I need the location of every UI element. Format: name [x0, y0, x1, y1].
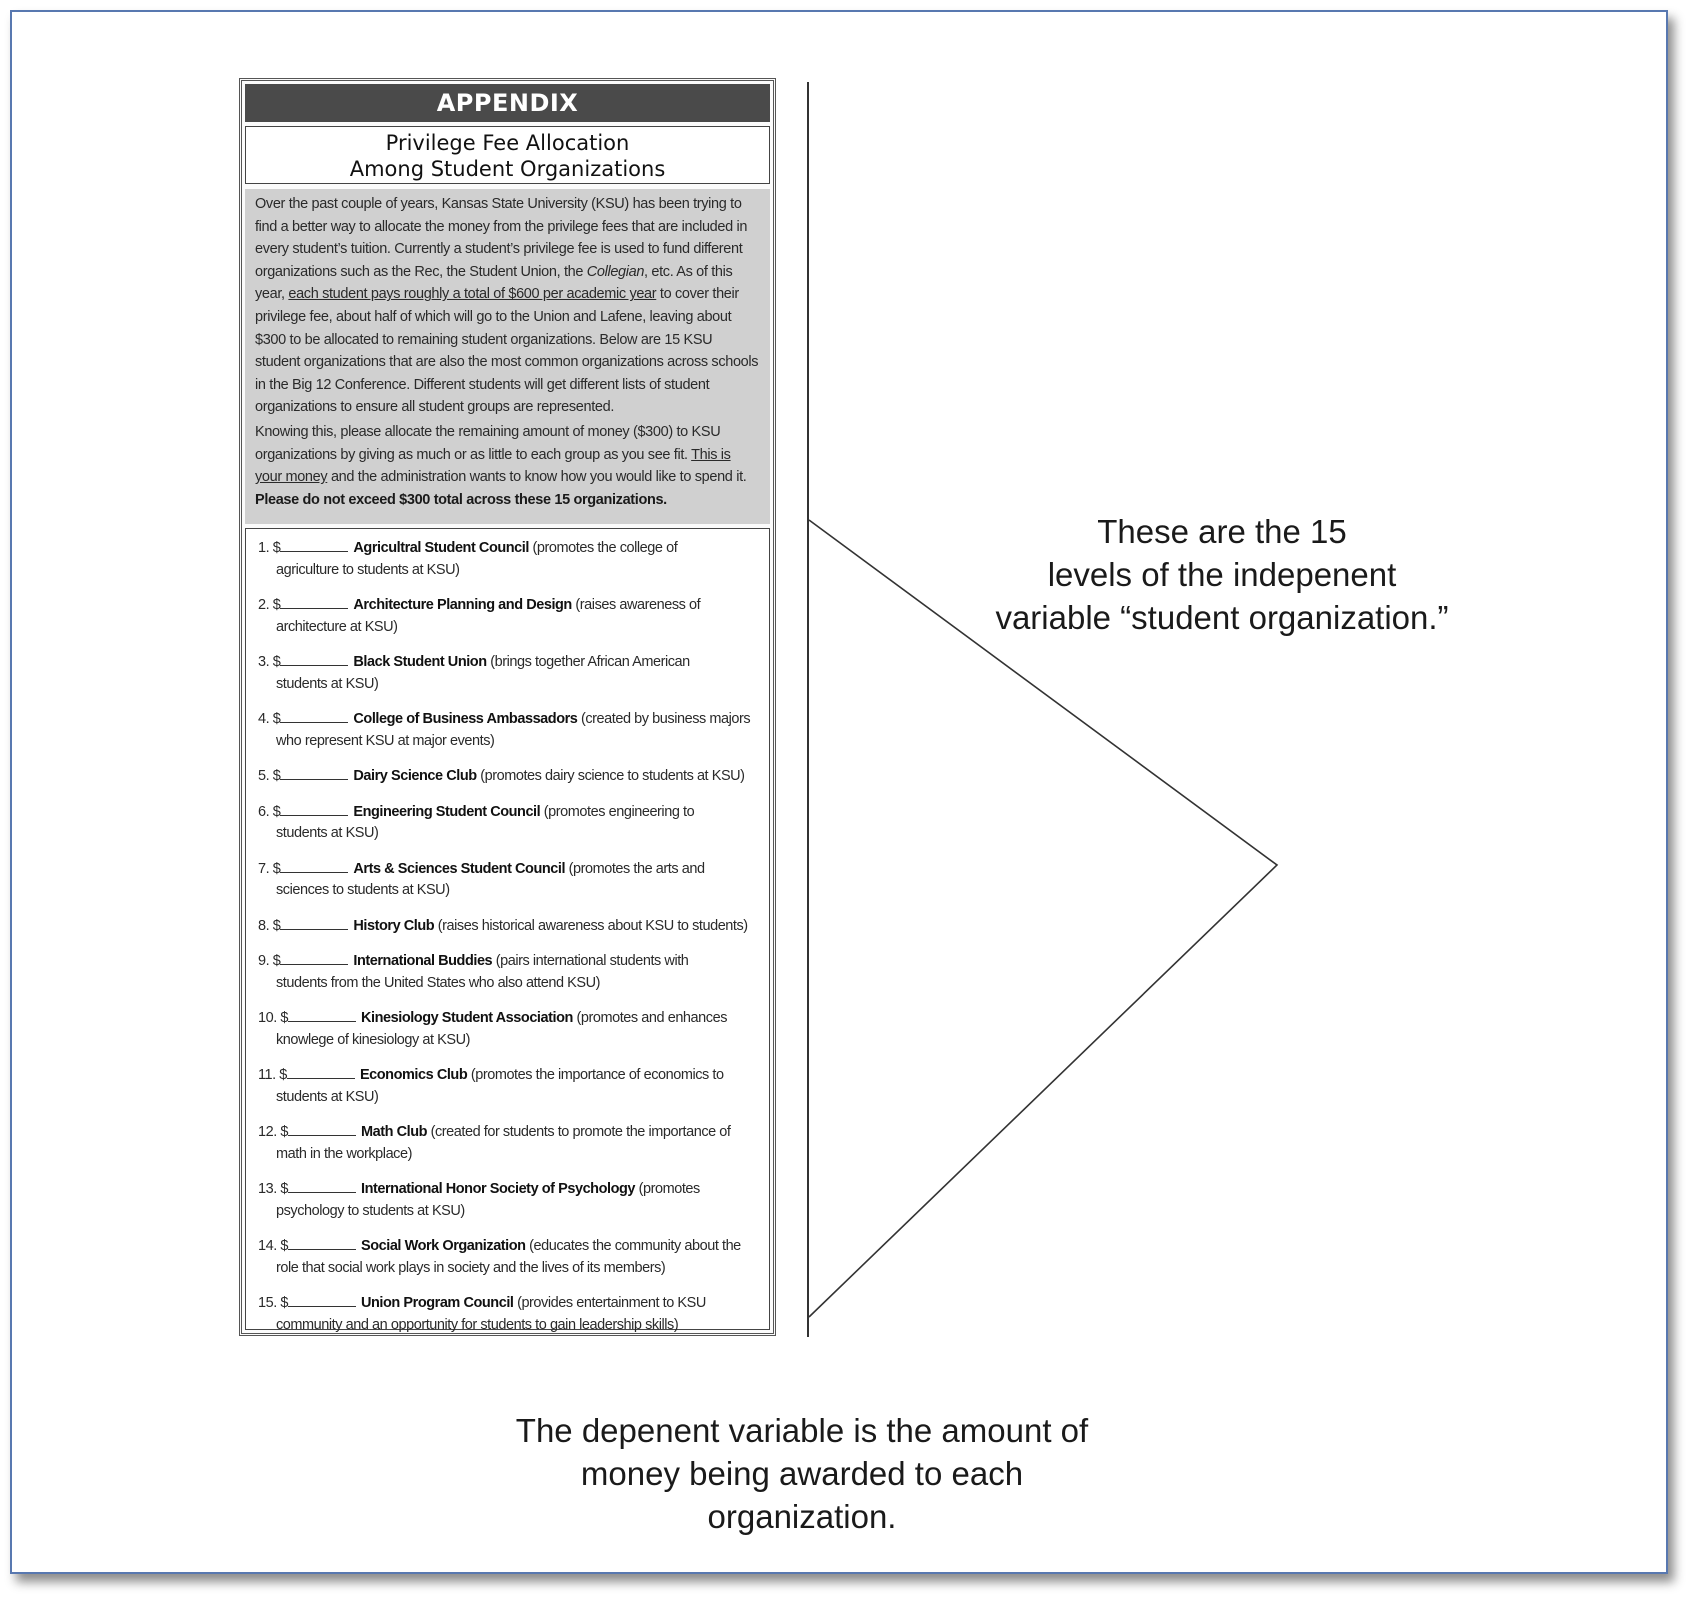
item-number: 1. $ — [258, 540, 281, 556]
item-number: 3. $ — [258, 654, 281, 670]
intro-bold-warning: Please do not exceed $300 total across these 15 organizations. — [255, 491, 667, 508]
organization-name: Dairy Science Club — [353, 768, 477, 784]
item-number: 13. $ — [258, 1181, 288, 1197]
intro-text: Knowing this, please allocate the remaining amount of money ($300) to KSU organizations by giving as much or as little to each group as you see fit. — [255, 423, 721, 463]
item-number: 14. $ — [258, 1238, 288, 1254]
item-number: 11. $ — [258, 1067, 287, 1083]
iv-note-line3: variable “student organization.” — [995, 599, 1449, 636]
organization-description: (promotes — [635, 1181, 700, 1197]
intro-text: Over the past couple of years, Kansas State University (KSU) has been trying to find a better way to allocate the money from the privilege fees that are included in every student’s tuition. Currently a student’s privilege fee is used to fund different organizations such as the Rec, the Student Union, the — [255, 196, 748, 280]
intro-text: to cover their privilege fee, about half of which will go to the Union and Lafene, leaving about $300 to be allocated to remaining student organizations. Below are 15 KSU student organizations that are also the most common organizations across schools in the Big 12 Conference. Different students will get different lists of student organizations to ensure all student groups are represented. — [255, 286, 759, 416]
independent-variable-note — [972, 510, 1472, 639]
item-number: 15. $ — [258, 1295, 288, 1311]
organization-description: (promotes the importance of economics to — [467, 1067, 724, 1083]
organization-description: (promotes the college of — [528, 540, 678, 556]
dv-note-line2: money being awarded to each — [580, 1455, 1024, 1492]
organization-description-cont: knowlege of kinesiology at KSU) — [276, 1031, 470, 1048]
item-number: 6. $ — [258, 803, 281, 820]
intro-text: and the administration wants to know how you would like to spend it. — [327, 469, 747, 486]
organization-description: (pairs international students with — [492, 953, 689, 969]
bracket-arrow-lines — [809, 520, 1277, 1317]
appendix-title-line1: Privilege Fee Allocation — [385, 131, 630, 155]
organization-description-cont: agriculture to students at KSU) — [276, 561, 460, 578]
organization-description: (created by business majors — [577, 711, 751, 727]
organization-description: (brings together African American — [486, 654, 690, 670]
organization-description-cont: community and an opportunity for students to gain leadership skills) — [276, 1316, 679, 1333]
organization-name: Engineering Student Council — [353, 803, 541, 820]
organization-name: Social Work Organization — [361, 1238, 526, 1254]
organization-description: (created for students to promote the importance of — [427, 1124, 731, 1140]
dv-note-line3: organization. — [707, 1498, 897, 1535]
organization-name: International Honor Society of Psychology — [361, 1181, 636, 1197]
organization-description: (provides entertainment to KSU — [513, 1295, 706, 1311]
organization-description-cont: students at KSU) — [276, 1088, 379, 1105]
organization-description-cont: math in the workplace) — [276, 1145, 412, 1162]
organization-name: International Buddies — [353, 953, 493, 969]
organization-description-cont: students from the United States who also attend KSU) — [276, 974, 600, 991]
item-number: 4. $ — [258, 711, 281, 727]
organization-description: (promotes engineering to — [540, 803, 695, 820]
item-number: 9. $ — [258, 953, 281, 969]
item-number: 7. $ — [258, 860, 281, 877]
organization-description-cont: architecture at KSU) — [276, 618, 398, 635]
organization-description: (educates the community about the — [525, 1238, 741, 1254]
intro-italic: Collegian — [586, 263, 645, 280]
organization-name: Arts & Sciences Student Council — [353, 860, 566, 877]
organization-name: College of Business Ambassadors — [353, 711, 578, 727]
organization-description-cont: students at KSU) — [276, 675, 379, 692]
organization-name: Union Program Council — [361, 1295, 514, 1311]
item-number: 12. $ — [258, 1124, 288, 1140]
dv-note-line1: The depenent variable is the amount of — [515, 1412, 1089, 1449]
figure-frame — [10, 10, 1668, 1574]
organization-name: Economics Club — [359, 1067, 468, 1083]
intro-underlined: each student pays roughly a total of $600 per academic year — [288, 286, 657, 303]
organization-description: (promotes and enhances — [572, 1010, 727, 1026]
organization-description: (promotes dairy science to students at KSU) — [476, 768, 745, 784]
item-number: 2. $ — [258, 597, 281, 613]
intro-underlined: This is your money — [255, 446, 731, 486]
item-number: 10. $ — [258, 1010, 288, 1026]
organization-name: Math Club — [361, 1124, 428, 1140]
iv-note-line2: levels of the indepenent — [1047, 556, 1397, 593]
organization-name: Agricultral Student Council — [353, 540, 529, 556]
organization-name: History Club — [353, 917, 435, 934]
intro-text: , etc. As of this year, — [255, 263, 733, 303]
appendix-header: APPENDIX — [245, 84, 770, 122]
item-number: 5. $ — [258, 768, 281, 784]
organization-description-cont: who represent KSU at major events) — [276, 732, 495, 749]
iv-note-line1: These are the 15 — [1097, 513, 1347, 550]
item-number: 8. $ — [258, 917, 281, 934]
organization-name: Architecture Planning and Design — [353, 597, 572, 613]
organization-name: Black Student Union — [353, 654, 487, 670]
organization-description-cont: psychology to students at KSU) — [276, 1202, 465, 1219]
organization-description: (raises awareness of — [571, 597, 701, 613]
organization-description: (raises historical awareness about KSU to students) — [434, 917, 748, 934]
organization-name: Kinesiology Student Association — [361, 1010, 573, 1026]
organization-description-cont: students at KSU) — [276, 825, 379, 841]
organization-description: (promotes the arts and — [565, 860, 705, 877]
appendix-title-line2: Among Student Organizations — [349, 157, 666, 181]
bracket-arrow — [12, 12, 1666, 1572]
dependent-variable-note — [452, 1409, 1152, 1538]
organization-description-cont: role that social work plays in society and the lives of its members) — [276, 1259, 666, 1276]
organization-description-cont: sciences to students at KSU) — [276, 882, 450, 898]
